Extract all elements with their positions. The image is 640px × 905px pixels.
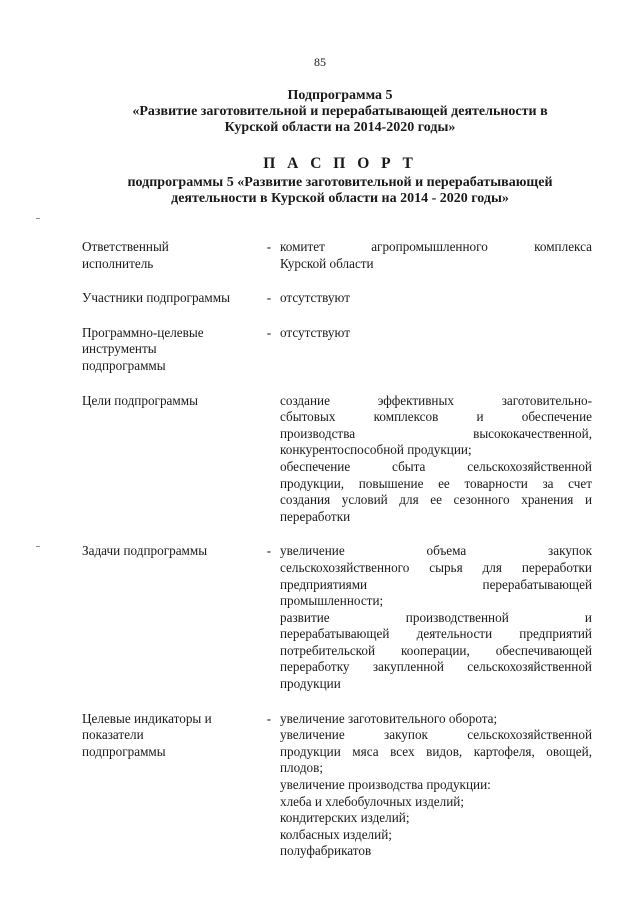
row-dash: - <box>266 239 272 254</box>
row-value-line: создания условий для ее сезонного хранения и <box>280 492 592 508</box>
row-value-line: увеличение заготовительного оборота; <box>280 710 498 726</box>
row-label-line: Программно-целевые <box>82 324 204 340</box>
row-value-line: увеличение объема закупок <box>280 543 592 559</box>
row-label-line: Целевые индикаторы и <box>82 710 212 726</box>
row-value-line: промышленности; <box>280 593 384 609</box>
row-value-line: переработки <box>280 508 351 524</box>
row-label-line: подпрограммы <box>82 743 166 759</box>
passport-title: П А С П О Р Т <box>263 155 417 172</box>
row-value-line: увеличение закупок сельскохозяйственной <box>280 727 592 743</box>
row-label-line: исполнитель <box>82 255 154 271</box>
row-value-line: создание эффективных заготовительно- <box>280 392 592 408</box>
row-value-line: кондитерских изделий; <box>280 810 410 826</box>
row-label-line: Ответственный <box>82 239 169 254</box>
row-value-line: плодов; <box>280 760 324 776</box>
row-label <box>82 711 258 860</box>
subprogram-heading-line: Курской области на 2014-2020 годы» <box>224 120 456 135</box>
row-value <box>280 239 592 272</box>
row-value-line: продукции мяса всех видов, картофеля, овощей, <box>280 743 592 759</box>
row-dash <box>258 393 280 526</box>
passport-subtitle-line: деятельности в Курской области на 2014 - 2020 годы» <box>171 191 509 206</box>
row-value-line: комитет агропромышленного комплекса <box>280 239 592 254</box>
row-value <box>280 393 592 526</box>
row-value-line: хлеба и хлебобулочных изделий; <box>280 793 465 809</box>
row-value-line: сбытовых комплексов и обеспечение <box>280 409 592 425</box>
row-dash: - <box>266 710 272 726</box>
row-value-line: Курской области <box>280 255 374 271</box>
row-value-line: предприятиями перерабатывающей <box>280 576 592 592</box>
row-label <box>82 393 258 526</box>
row-value <box>280 290 592 307</box>
row-value-line: увеличение производства продукции: <box>280 777 491 793</box>
passport-row <box>82 239 592 272</box>
row-value <box>280 325 592 375</box>
row-value-line: колбасных изделий; <box>280 826 392 842</box>
passport-row <box>82 325 592 375</box>
row-value-line: продукции <box>280 676 341 692</box>
row-dash: - <box>266 290 272 306</box>
subprogram-heading-line: Подпрограмма 5 <box>287 88 393 103</box>
row-value-line: продукции, повышение ее товарности за счет <box>280 475 592 491</box>
row-label <box>82 239 258 272</box>
row-label-line: инструменты <box>82 341 157 357</box>
row-label-line: Цели подпрограммы <box>82 392 198 408</box>
row-label-line: показатели <box>82 727 144 743</box>
passport-row <box>82 543 592 692</box>
row-value <box>280 711 592 860</box>
row-value-line: отсутствуют <box>280 324 350 340</box>
row-value-line: развитие производственной и <box>280 609 592 625</box>
passport-row <box>82 393 592 526</box>
subprogram-heading-line: «Развитие заготовительной и перерабатывающей деятельности в <box>132 104 548 119</box>
row-value-line: сельскохозяйственного сырья для переработки <box>280 559 592 575</box>
row-label-line: Участники подпрограммы <box>82 290 230 306</box>
row-value-line: отсутствуют <box>280 290 350 306</box>
row-dash: - <box>266 543 272 559</box>
row-label-line: подпрограммы <box>82 357 166 373</box>
row-value-line: переработку закупленной сельскохозяйственной <box>280 659 592 675</box>
row-label <box>82 290 258 307</box>
row-value-line: полуфабрикатов <box>280 843 372 859</box>
row-value-line: потребительской кооперации, обеспечивающей <box>280 642 592 658</box>
row-value-line: обеспечение сбыта сельскохозяйственной <box>280 458 592 474</box>
row-dash: - <box>266 324 272 340</box>
page-number: 85 <box>314 55 326 69</box>
margin-mark <box>36 218 40 219</box>
passport-subtitle-line: подпрограммы 5 «Развитие заготовительной и перерабатывающей <box>127 175 553 190</box>
row-value <box>280 543 592 692</box>
row-value-line: перерабатывающей деятельности предприятий <box>280 626 592 642</box>
margin-mark <box>36 546 40 547</box>
row-value-line: производства высококачественной, <box>280 425 592 441</box>
row-value-line: конкурентоспособной продукции; <box>280 442 472 458</box>
subprogram-heading <box>60 88 620 136</box>
passport-table <box>82 239 592 878</box>
passport-heading <box>60 156 620 207</box>
row-label <box>82 325 258 375</box>
row-label-line: Задачи подпрограммы <box>82 543 208 559</box>
passport-row <box>82 290 592 307</box>
passport-row <box>82 711 592 860</box>
row-label <box>82 543 258 692</box>
